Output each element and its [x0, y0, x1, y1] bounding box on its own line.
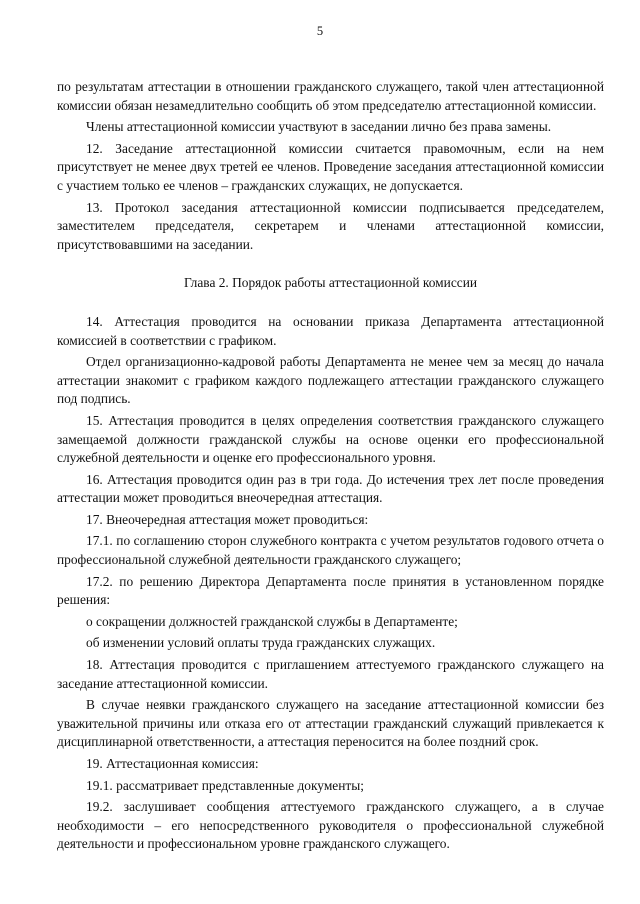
paragraph: 19.2. заслушивает сообщения аттестуемого гражданского служащего, а в случае необходимости – его непосредственного руководителя о профессиональной служебной деятельности и профессиональном уровне гражданского служащего. [57, 799, 604, 852]
paragraph: 17.1. по соглашению сторон служебного контракта с учетом результатов годового отчета о профессиональной служебной деятельности гражданского служащего; [57, 533, 604, 568]
paragraph: 13. Протокол заседания аттестационной комиссии подписывается председателем, заместителем председателя, секретарем и членами аттестационной комиссии, присутствовавшими на заседании. [57, 199, 604, 252]
page-number: 5 [316, 24, 324, 38]
document-body [57, 78, 604, 857]
paragraph: Отдел организационно-кадровой работы Департамента не менее чем за месяц до начала аттестации знакомит с графиком каждого подлежащего аттестации гражданского служащего под подпись. [57, 354, 604, 407]
paragraph: 19. Аттестационная комиссия: [86, 756, 259, 771]
paragraph: о сокращении должностей гражданской службы в Департаменте; [86, 613, 458, 629]
paragraph: 14. Аттестация проводится на основании приказа Департамента аттестационной комиссией в соответствии с графиком. [57, 313, 604, 348]
paragraph: 19.1. рассматривает представленные документы; [86, 777, 364, 793]
paragraph: 17.2. по решению Директора Департамента после принятия в установленном порядке решения: [57, 573, 604, 608]
paragraph: Члены аттестационной комиссии участвуют в заседании лично без права замены. [86, 119, 552, 135]
paragraph: 12. Заседание аттестационной комиссии считается правомочным, если на нем присутствует не менее двух третей ее членов. Проведение заседания аттестационной комиссии с участием только ее членов – гражданских служащих, не допускается. [57, 140, 604, 193]
paragraph: 17. Внеочередная аттестация может проводиться: [86, 511, 369, 527]
paragraph: по результатам аттестации в отношении гражданского служащего, такой член аттестационной комиссии обязан незамедлительно сообщить об этом председателю аттестационной комиссии. [57, 79, 604, 113]
paragraph: В случае неявки гражданского служащего на заседание аттестационной комиссии без уважительной причины или отказа его от аттестации гражданский служащий привлекается к дисциплинарной ответственности, а аттестация переносится на более поздний срок. [57, 697, 604, 750]
chapter-title: Глава 2. Порядок работы аттестационной комиссии [183, 275, 478, 291]
paragraph: 16. Аттестация проводится один раз в три года. До истечения трех лет после проведения аттестации может проводиться внеочередная аттестация. [57, 471, 604, 506]
paragraph: об изменении условий оплаты труда гражданских служащих. [86, 635, 436, 651]
paragraph: 15. Аттестация проводится в целях определения соответствия гражданского служащего замещаемой должности гражданской службы на основе оценки его профессиональной служебной деятельности и оценке его профессионального уровня. [57, 412, 604, 466]
paragraph: 18. Аттестация проводится с приглашением аттестуемого гражданского служащего на заседание аттестационной комиссии. [57, 657, 604, 691]
